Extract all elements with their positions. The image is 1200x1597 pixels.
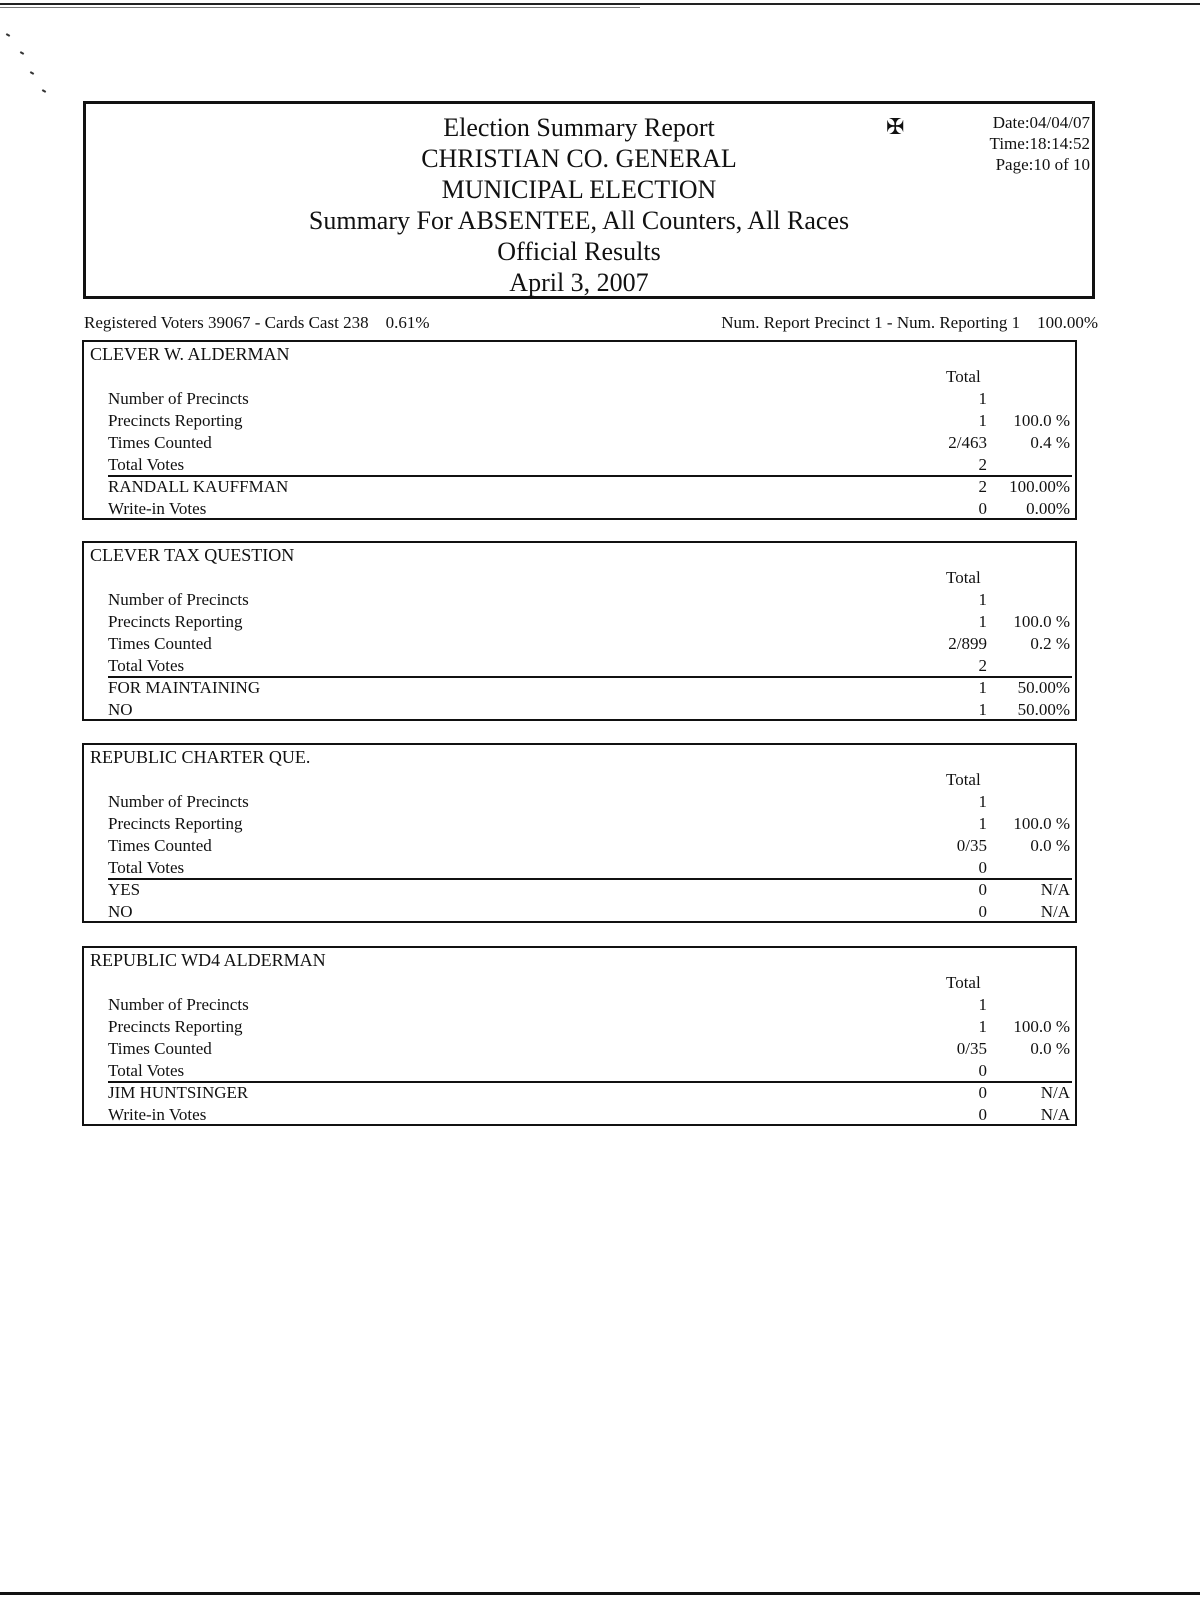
row-label: Times Counted bbox=[108, 634, 212, 653]
stat-row bbox=[84, 589, 1075, 611]
row-label: YES bbox=[108, 880, 141, 899]
stat-row bbox=[84, 388, 1075, 410]
choice-row bbox=[84, 498, 1075, 520]
scan-top-edge-line bbox=[0, 3, 1200, 5]
row-total: 2 bbox=[978, 656, 987, 675]
row-label: Total Votes bbox=[108, 656, 185, 675]
scan-bottom-edge-line bbox=[0, 1592, 1200, 1595]
row-percent: N/A bbox=[1040, 880, 1070, 899]
row-percent: 100.0 % bbox=[1013, 1017, 1070, 1036]
stat-row bbox=[84, 857, 1075, 879]
stat-row bbox=[84, 410, 1075, 432]
total-column-header: Total bbox=[946, 973, 981, 992]
row-label: FOR MAINTAINING bbox=[108, 678, 261, 697]
row-total: 1 bbox=[978, 792, 987, 811]
row-label: Precincts Reporting bbox=[108, 411, 243, 430]
row-percent: 100.0 % bbox=[1013, 612, 1070, 631]
row-percent: 0.2 % bbox=[1030, 634, 1070, 653]
row-label: Precincts Reporting bbox=[108, 612, 243, 631]
precinct-reporting-summary: Num. Report Precinct 1 - Num. Reporting 1 100.00% bbox=[721, 313, 1098, 332]
row-label: NO bbox=[108, 902, 133, 921]
handwritten-mark-icon: ✠ bbox=[886, 114, 905, 139]
row-percent: 0.4 % bbox=[1030, 433, 1070, 452]
row-percent: N/A bbox=[1040, 902, 1070, 921]
row-total: 1 bbox=[978, 814, 987, 833]
stat-row bbox=[84, 454, 1075, 476]
race-title: CLEVER TAX QUESTION bbox=[90, 545, 295, 565]
choice-row bbox=[84, 699, 1075, 721]
stat-row bbox=[84, 1016, 1075, 1038]
row-label: Number of Precincts bbox=[108, 389, 249, 408]
row-total: 0 bbox=[978, 858, 987, 877]
row-percent: N/A bbox=[1040, 1105, 1070, 1124]
stat-row bbox=[84, 813, 1075, 835]
row-total: 1 bbox=[978, 411, 987, 430]
row-total: 0 bbox=[978, 1083, 987, 1102]
report-summary-scope: Summary For ABSENTEE, All Counters, All Races bbox=[308, 206, 850, 235]
report-election: MUNICIPAL ELECTION bbox=[441, 175, 717, 204]
race-box bbox=[82, 340, 1077, 520]
report-page: Page:10 of 10 bbox=[995, 155, 1090, 174]
row-total: 0 bbox=[978, 1061, 987, 1080]
row-total: 1 bbox=[978, 995, 987, 1014]
row-total: 0 bbox=[978, 880, 987, 899]
race-title: REPUBLIC WD4 ALDERMAN bbox=[90, 950, 326, 970]
row-label: Number of Precincts bbox=[108, 590, 249, 609]
row-percent: 0.0 % bbox=[1030, 836, 1070, 855]
report-title-block bbox=[86, 112, 1092, 298]
row-label: Write-in Votes bbox=[108, 1105, 207, 1124]
row-label: Precincts Reporting bbox=[108, 814, 243, 833]
choice-row bbox=[84, 476, 1075, 498]
row-total: 2/463 bbox=[948, 433, 987, 452]
report-meta bbox=[990, 112, 1090, 175]
row-label: Times Counted bbox=[108, 836, 212, 855]
row-label: NO bbox=[108, 700, 133, 719]
stat-row bbox=[84, 835, 1075, 857]
row-percent: 0.00% bbox=[1026, 499, 1070, 518]
row-total: 1 bbox=[978, 590, 987, 609]
row-total: 0 bbox=[978, 902, 987, 921]
stat-row bbox=[84, 994, 1075, 1016]
stat-row bbox=[84, 633, 1075, 655]
scan-top-edge-line-faint bbox=[0, 7, 640, 8]
row-total: 0/35 bbox=[956, 1039, 987, 1058]
row-label: Times Counted bbox=[108, 433, 212, 452]
row-total: 1 bbox=[978, 389, 987, 408]
row-total: 1 bbox=[978, 678, 987, 697]
total-column-header: Total bbox=[946, 568, 981, 587]
row-label: Total Votes bbox=[108, 1061, 185, 1080]
race-title: CLEVER W. ALDERMAN bbox=[90, 344, 290, 364]
row-percent: 50.00% bbox=[1017, 700, 1070, 719]
row-total: 2 bbox=[978, 477, 987, 496]
row-label: Total Votes bbox=[108, 455, 185, 474]
row-percent: 100.00% bbox=[1009, 477, 1070, 496]
row-label: Precincts Reporting bbox=[108, 1017, 243, 1036]
row-label: Number of Precincts bbox=[108, 995, 249, 1014]
race-title: REPUBLIC CHARTER QUE. bbox=[90, 747, 311, 767]
registered-voters-summary: Registered Voters 39067 - Cards Cast 238 0.61% bbox=[84, 313, 430, 332]
row-percent: N/A bbox=[1040, 1083, 1070, 1102]
choice-row bbox=[84, 879, 1075, 901]
stat-row bbox=[84, 1060, 1075, 1082]
race-box bbox=[82, 743, 1077, 923]
stat-row bbox=[84, 1038, 1075, 1060]
stat-row bbox=[84, 791, 1075, 813]
report-time: Time:18:14:52 bbox=[989, 134, 1090, 153]
stat-row bbox=[84, 432, 1075, 454]
report-status: Official Results bbox=[497, 237, 661, 266]
row-label: JIM HUNTSINGER bbox=[108, 1083, 249, 1102]
row-total: 0 bbox=[978, 499, 987, 518]
row-label: RANDALL KAUFFMAN bbox=[108, 477, 289, 496]
scan-specks bbox=[6, 34, 56, 104]
row-label: Write-in Votes bbox=[108, 499, 207, 518]
choice-row bbox=[84, 677, 1075, 699]
report-date: Date:04/04/07 bbox=[992, 113, 1090, 132]
row-total: 1 bbox=[978, 612, 987, 631]
row-total: 1 bbox=[978, 700, 987, 719]
row-label: Number of Precincts bbox=[108, 792, 249, 811]
race-box bbox=[82, 541, 1077, 721]
report-county: CHRISTIAN CO. GENERAL bbox=[421, 144, 737, 173]
row-label: Times Counted bbox=[108, 1039, 212, 1058]
stat-row bbox=[84, 655, 1075, 677]
row-total: 2/899 bbox=[948, 634, 987, 653]
choice-row bbox=[84, 1082, 1075, 1104]
row-label: Total Votes bbox=[108, 858, 185, 877]
report-title: Election Summary Report bbox=[443, 113, 715, 142]
row-percent: 100.0 % bbox=[1013, 814, 1070, 833]
race-box bbox=[82, 946, 1077, 1126]
row-total: 0 bbox=[978, 1105, 987, 1124]
row-total: 1 bbox=[978, 1017, 987, 1036]
report-header bbox=[83, 101, 1095, 299]
choice-row bbox=[84, 1104, 1075, 1126]
row-total: 0/35 bbox=[956, 836, 987, 855]
row-percent: 0.0 % bbox=[1030, 1039, 1070, 1058]
row-total: 2 bbox=[978, 455, 987, 474]
choice-row bbox=[84, 901, 1075, 923]
total-column-header: Total bbox=[946, 367, 981, 386]
total-column-header: Total bbox=[946, 770, 981, 789]
report-election-date: April 3, 2007 bbox=[509, 268, 649, 297]
row-percent: 100.0 % bbox=[1013, 411, 1070, 430]
row-percent: 50.00% bbox=[1017, 678, 1070, 697]
stat-row bbox=[84, 611, 1075, 633]
